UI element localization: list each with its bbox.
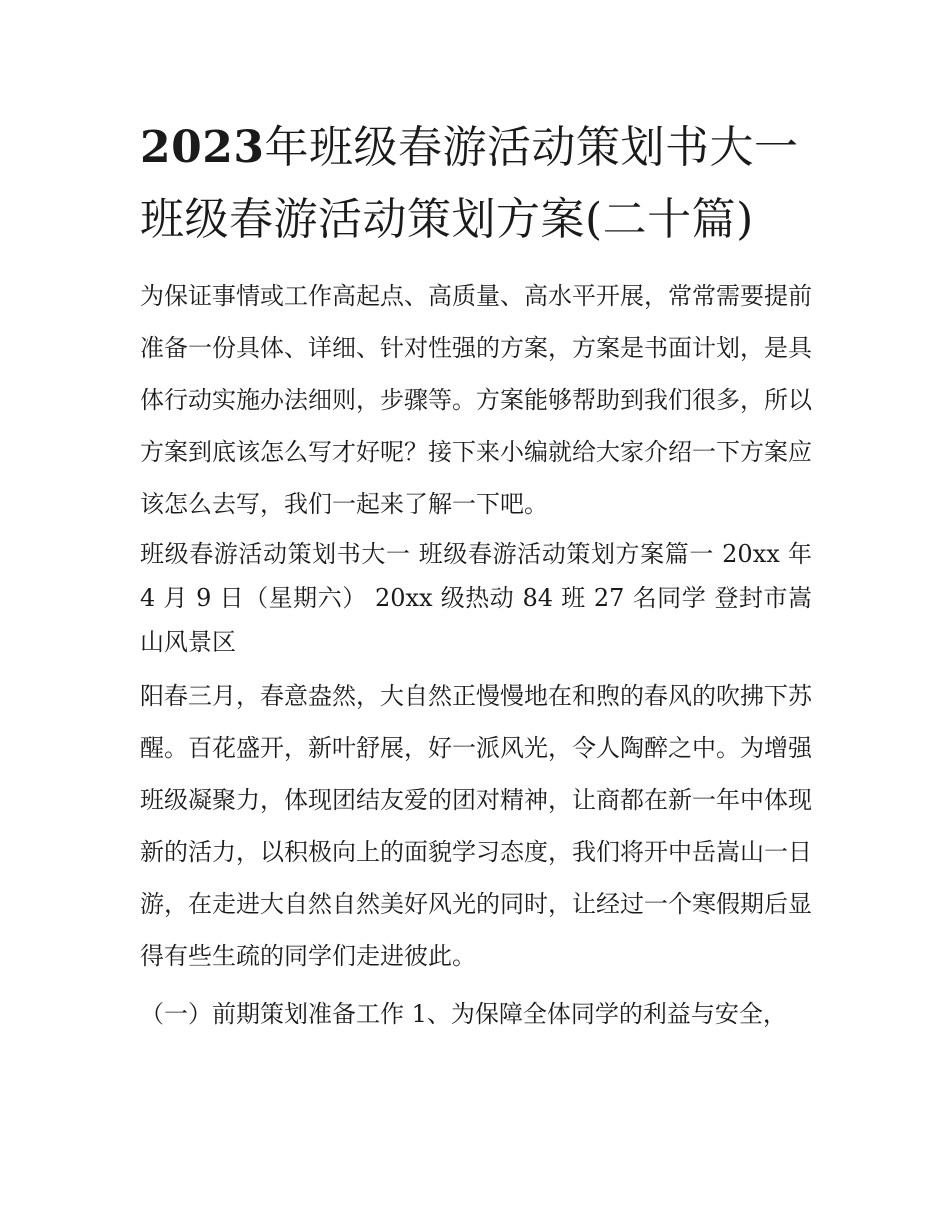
title-year: 2023 — [140, 122, 265, 173]
title-text: 年班级春游活动策划书大一 班级春游活动策划方案(二十篇) — [140, 122, 799, 245]
event-info-paragraph: 班级春游活动策划书大一 班级春游活动策划方案篇一 20xx 年 4 月 9 日（星期六） 20xx 级热动 84 班 27 名同学 登封市嵩山风景区 — [140, 540, 812, 656]
document-title — [140, 112, 812, 256]
document-page — [140, 112, 812, 1040]
section-heading: （一）前期策划准备工作 1、为保障全体同学的利益与安全， — [140, 1000, 787, 1028]
intro-paragraph: 为保证事情或工作高起点、高质量、高水平开展，常常需要提前准备一份具体、详细、针对性强的方案，方案是书面计划，是具体行动实施办法细则，步骤等。方案能够帮助到我们很多，所以方案到底该怎么写才好呢？接下来小编就给大家介绍一下方案应该怎么去写，我们一起来了解一下吧。 — [140, 282, 812, 518]
body-paragraph: 阳春三月，春意盎然，大自然正慢慢地在和煦的春风的吹拂下苏醒。百花盛开，新叶舒展，好一派风光，令人陶醉之中。为增强班级凝聚力，体现团结友爱的团对精神，让商都在新一年中体现新的活力，以积极向上的面貌学习态度，我们将开中岳嵩山一日游，在走进大自然自然美好风光的同时，让经过一个寒假期后显得有些生疏的同学们走进彼此。 — [140, 682, 812, 970]
